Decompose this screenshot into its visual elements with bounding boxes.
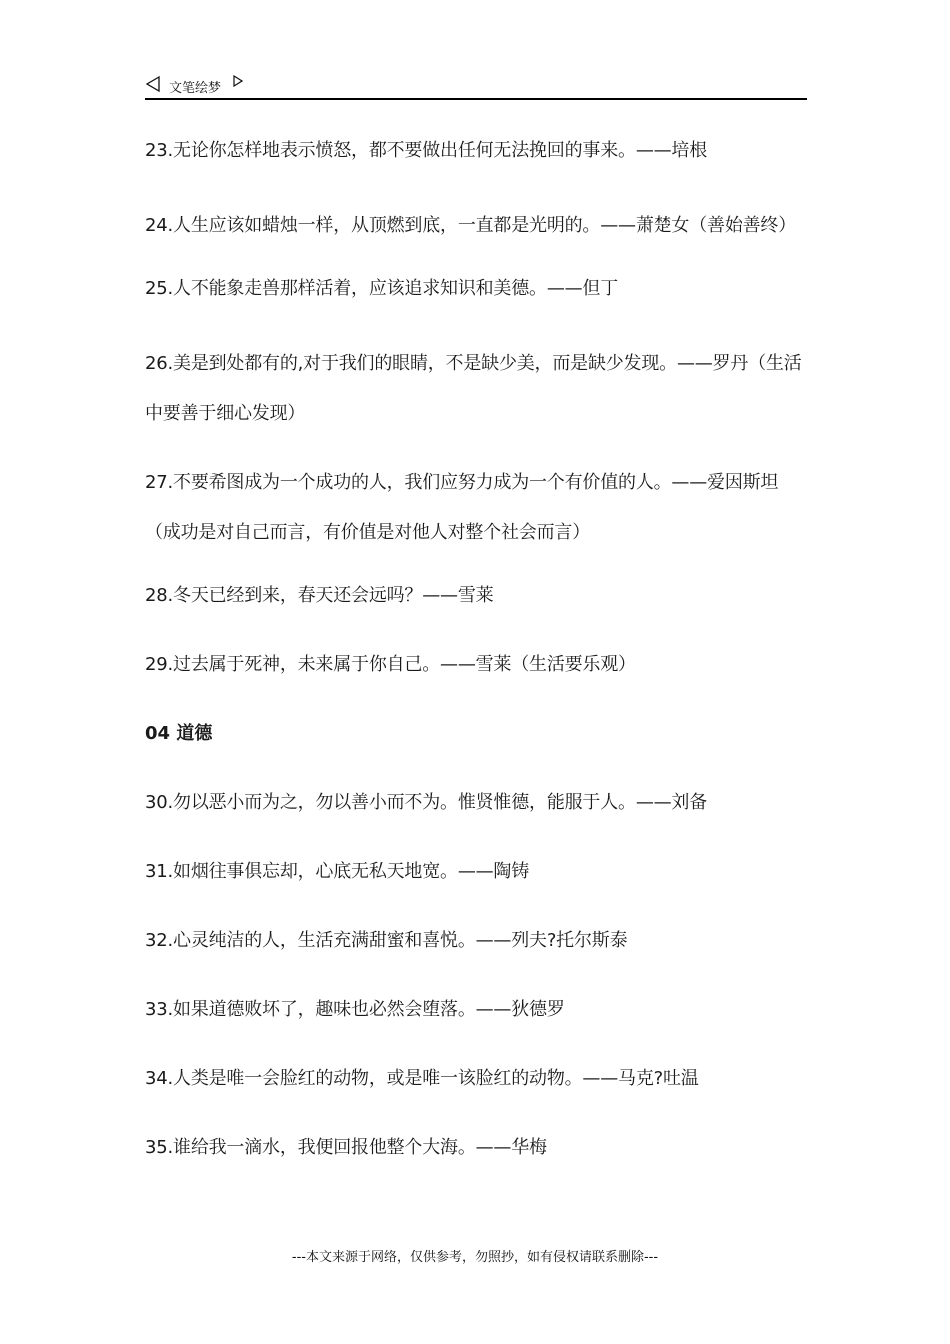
quote-32: 32.心灵纯洁的人，生活充满甜蜜和喜悦。——列夫?托尔斯泰 <box>145 930 628 951</box>
quote-30: 30.勿以恶小而为之，勿以善小而不为。惟贤惟德，能服于人。——刘备 <box>145 792 708 813</box>
quote-24: 24.人生应该如蜡烛一样，从顶燃到底，一直都是光明的。——萧楚女（善始善终） <box>145 215 797 236</box>
quote-29: 29.过去属于死神，未来属于你自己。——雪莱（生活要乐观） <box>145 654 636 675</box>
page-header <box>145 72 807 100</box>
quote-28: 28.冬天已经到来，春天还会远吗？——雪莱 <box>145 585 494 606</box>
quote-35: 35.谁给我一滴水，我便回报他整个大海。——华梅 <box>145 1137 547 1158</box>
triangle-left-icon <box>145 76 161 92</box>
document-body <box>145 132 809 1198</box>
quote-34: 34.人类是唯一会脸红的动物，或是唯一该脸红的动物。——马克?吐温 <box>145 1068 699 1089</box>
quote-25: 25.人不能象走兽那样活着，应该追求知识和美德。——但丁 <box>145 278 619 299</box>
quote-33: 33.如果道德败坏了，趣味也必然会堕落。——狄德罗 <box>145 999 565 1020</box>
quote-31: 31.如烟往事俱忘却，心底无私天地宽。——陶铸 <box>145 861 530 882</box>
quote-26: 26.美是到处都有的,对于我们的眼睛，不是缺少美，而是缺少发现。——罗丹（生活中要善于细心发现） <box>145 353 802 424</box>
quote-27: 27.不要希图成为一个成功的人，我们应努力成为一个有价值的人。——爱因斯坦（成功是对自己而言，有价值是对他人对整个社会而言） <box>145 472 779 543</box>
header-title: 文笔绘梦 <box>169 81 222 96</box>
section-heading: 04 道德 <box>145 723 213 744</box>
quote-23: 23.无论你怎样地表示愤怒，都不要做出任何无法挽回的事来。——培根 <box>145 140 708 161</box>
triangle-right-icon <box>233 75 243 87</box>
page-footer: ---本文来源于网络，仅供参考，勿照抄，如有侵权请联系删除--- <box>291 1250 659 1265</box>
